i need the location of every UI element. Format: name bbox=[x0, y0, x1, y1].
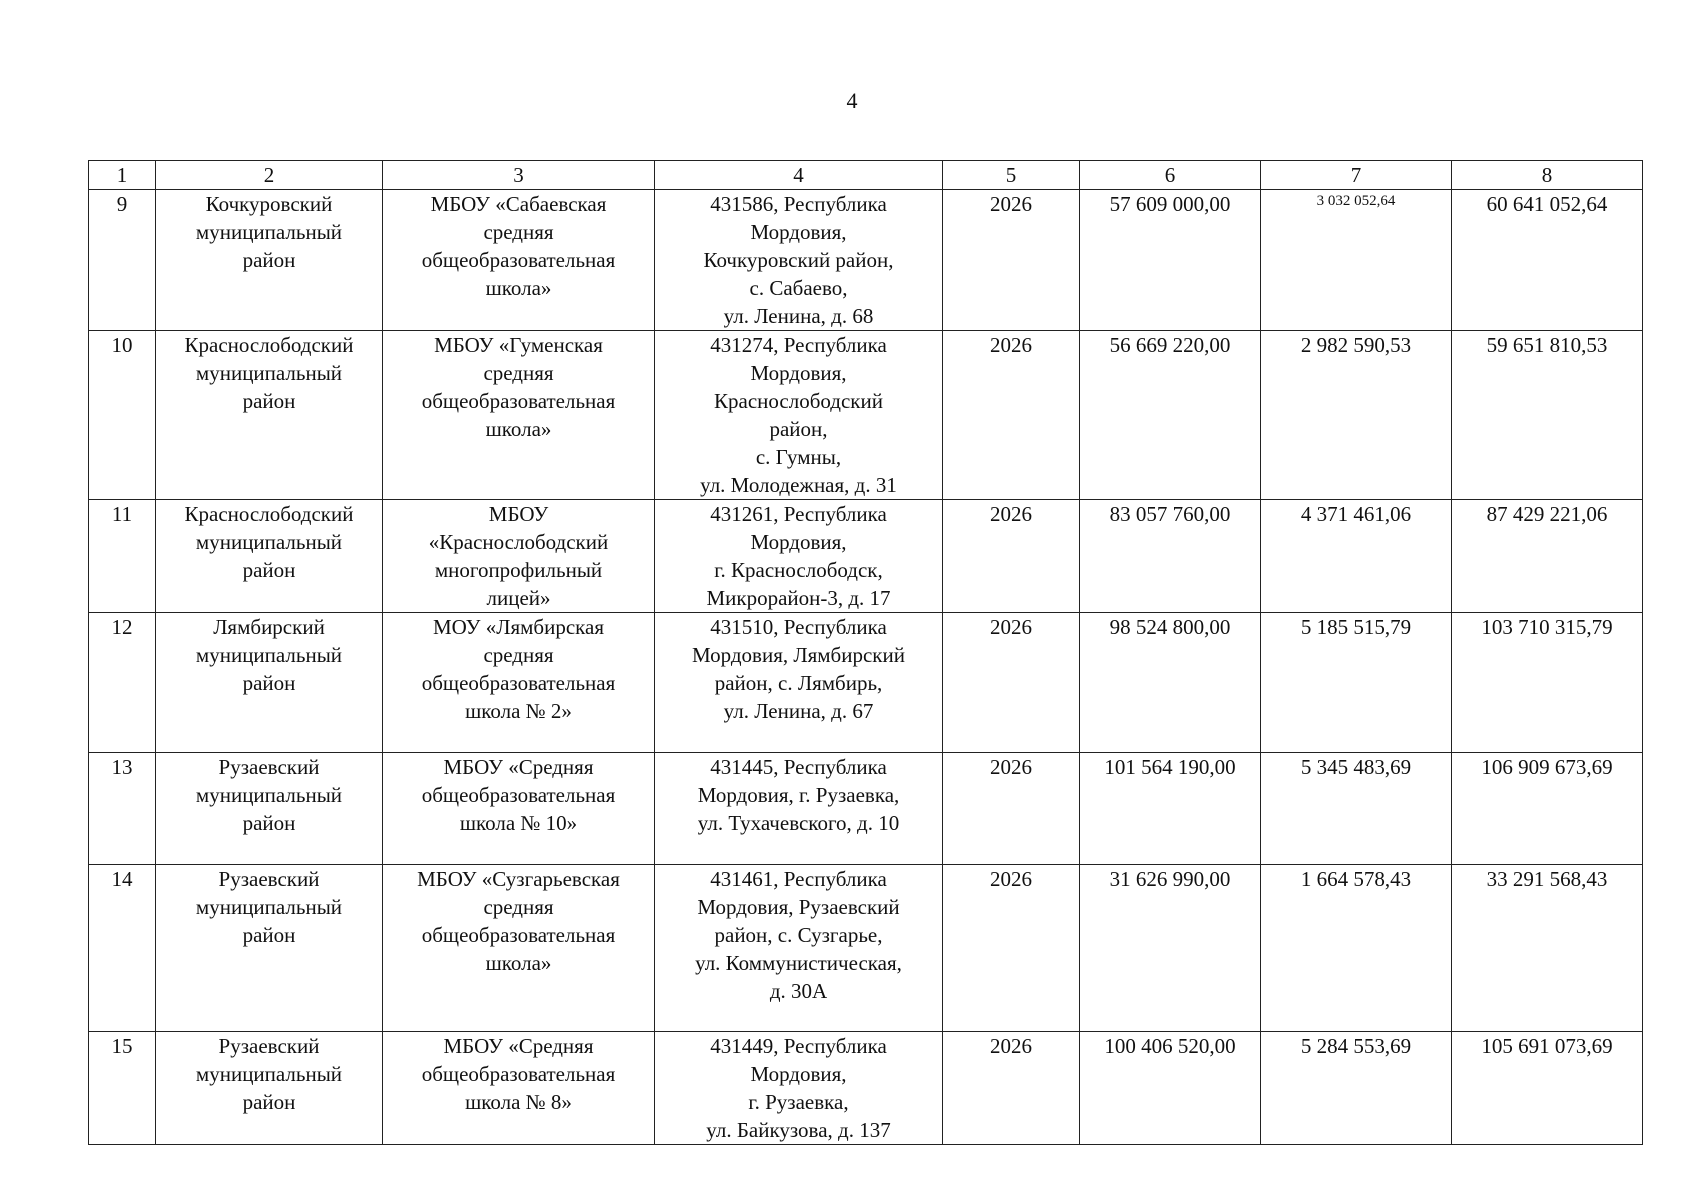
table-row bbox=[89, 190, 1643, 331]
district-cell: Рузаевский муниципальный район bbox=[156, 1032, 383, 1145]
total-cell: 59 651 810,53 bbox=[1452, 331, 1643, 500]
row-number: 11 bbox=[89, 500, 156, 613]
table-row bbox=[89, 753, 1643, 865]
row-number: 15 bbox=[89, 1032, 156, 1145]
column-header: 4 bbox=[655, 161, 943, 190]
district-cell: Краснослободский муниципальный район bbox=[156, 500, 383, 613]
row-number: 12 bbox=[89, 613, 156, 753]
column-header: 6 bbox=[1080, 161, 1261, 190]
total-cell: 33 291 568,43 bbox=[1452, 865, 1643, 1032]
objects-table bbox=[88, 160, 1643, 1145]
school-cell: МБОУ «Краснослободский многопрофильный лицей» bbox=[383, 500, 655, 613]
amount2-cell: 5 284 553,69 bbox=[1261, 1032, 1452, 1145]
amount2-cell: 2 982 590,53 bbox=[1261, 331, 1452, 500]
amount1-cell: 83 057 760,00 bbox=[1080, 500, 1261, 613]
address-cell: 431449, Республика Мордовия, г. Рузаевка, ул. Байкузова, д. 137 bbox=[655, 1032, 943, 1145]
row-number: 9 bbox=[89, 190, 156, 331]
row-number: 14 bbox=[89, 865, 156, 1032]
district-cell: Рузаевский муниципальный район bbox=[156, 865, 383, 1032]
school-cell: МБОУ «Сузгарьевская средняя общеобразовательная школа» bbox=[383, 865, 655, 1032]
address-cell: 431510, Республика Мордовия, Лямбирский район, с. Лямбирь, ул. Ленина, д. 67 bbox=[655, 613, 943, 753]
district-cell: Рузаевский муниципальный район bbox=[156, 753, 383, 865]
page-number: 4 bbox=[846, 88, 858, 113]
amount2-cell: 5 345 483,69 bbox=[1261, 753, 1452, 865]
address-cell: 431461, Республика Мордовия, Рузаевский район, с. Сузгарье, ул. Коммунистическая, д. 30А bbox=[655, 865, 943, 1032]
amount1-cell: 98 524 800,00 bbox=[1080, 613, 1261, 753]
school-cell: МБОУ «Гуменская средняя общеобразовательная школа» bbox=[383, 331, 655, 500]
total-cell: 106 909 673,69 bbox=[1452, 753, 1643, 865]
amount1-cell: 31 626 990,00 bbox=[1080, 865, 1261, 1032]
district-cell: Кочкуровский муниципальный район bbox=[156, 190, 383, 331]
column-header: 3 bbox=[383, 161, 655, 190]
row-number: 13 bbox=[89, 753, 156, 865]
total-cell: 103 710 315,79 bbox=[1452, 613, 1643, 753]
amount1-cell: 56 669 220,00 bbox=[1080, 331, 1261, 500]
address-cell: 431274, Республика Мордовия, Краснослободский район, с. Гумны, ул. Молодежная, д. 31 bbox=[655, 331, 943, 500]
amount1-cell: 57 609 000,00 bbox=[1080, 190, 1261, 331]
address-cell: 431586, Республика Мордовия, Кочкуровский район, с. Сабаево, ул. Ленина, д. 68 bbox=[655, 190, 943, 331]
table-row bbox=[89, 865, 1643, 1032]
amount1-cell: 101 564 190,00 bbox=[1080, 753, 1261, 865]
table-row bbox=[89, 500, 1643, 613]
school-cell: МБОУ «Сабаевская средняя общеобразовательная школа» bbox=[383, 190, 655, 331]
column-header: 7 bbox=[1261, 161, 1452, 190]
year-cell: 2026 bbox=[943, 331, 1080, 500]
amount2-cell: 4 371 461,06 bbox=[1261, 500, 1452, 613]
school-cell: МБОУ «Средняя общеобразовательная школа № 8» bbox=[383, 1032, 655, 1145]
table-header-row bbox=[89, 161, 1643, 190]
total-cell: 105 691 073,69 bbox=[1452, 1032, 1643, 1145]
district-cell: Лямбирский муниципальный район bbox=[156, 613, 383, 753]
amount2-cell: 3 032 052,64 bbox=[1261, 190, 1452, 331]
table-row bbox=[89, 613, 1643, 753]
row-number: 10 bbox=[89, 331, 156, 500]
year-cell: 2026 bbox=[943, 865, 1080, 1032]
column-header: 5 bbox=[943, 161, 1080, 190]
amount1-cell: 100 406 520,00 bbox=[1080, 1032, 1261, 1145]
total-cell: 87 429 221,06 bbox=[1452, 500, 1643, 613]
year-cell: 2026 bbox=[943, 613, 1080, 753]
total-cell: 60 641 052,64 bbox=[1452, 190, 1643, 331]
school-cell: МБОУ «Средняя общеобразовательная школа № 10» bbox=[383, 753, 655, 865]
year-cell: 2026 bbox=[943, 190, 1080, 331]
year-cell: 2026 bbox=[943, 1032, 1080, 1145]
district-cell: Краснослободский муниципальный район bbox=[156, 331, 383, 500]
address-cell: 431445, Республика Мордовия, г. Рузаевка, ул. Тухачевского, д. 10 bbox=[655, 753, 943, 865]
amount2-cell: 5 185 515,79 bbox=[1261, 613, 1452, 753]
year-cell: 2026 bbox=[943, 753, 1080, 865]
amount2-cell: 1 664 578,43 bbox=[1261, 865, 1452, 1032]
column-header: 2 bbox=[156, 161, 383, 190]
table-row bbox=[89, 1032, 1643, 1145]
address-cell: 431261, Республика Мордовия, г. Краснослободск, Микрорайон-3, д. 17 bbox=[655, 500, 943, 613]
school-cell: МОУ «Лямбирская средняя общеобразовательная школа № 2» bbox=[383, 613, 655, 753]
table-row bbox=[89, 331, 1643, 500]
column-header: 1 bbox=[89, 161, 156, 190]
column-header: 8 bbox=[1452, 161, 1643, 190]
year-cell: 2026 bbox=[943, 500, 1080, 613]
